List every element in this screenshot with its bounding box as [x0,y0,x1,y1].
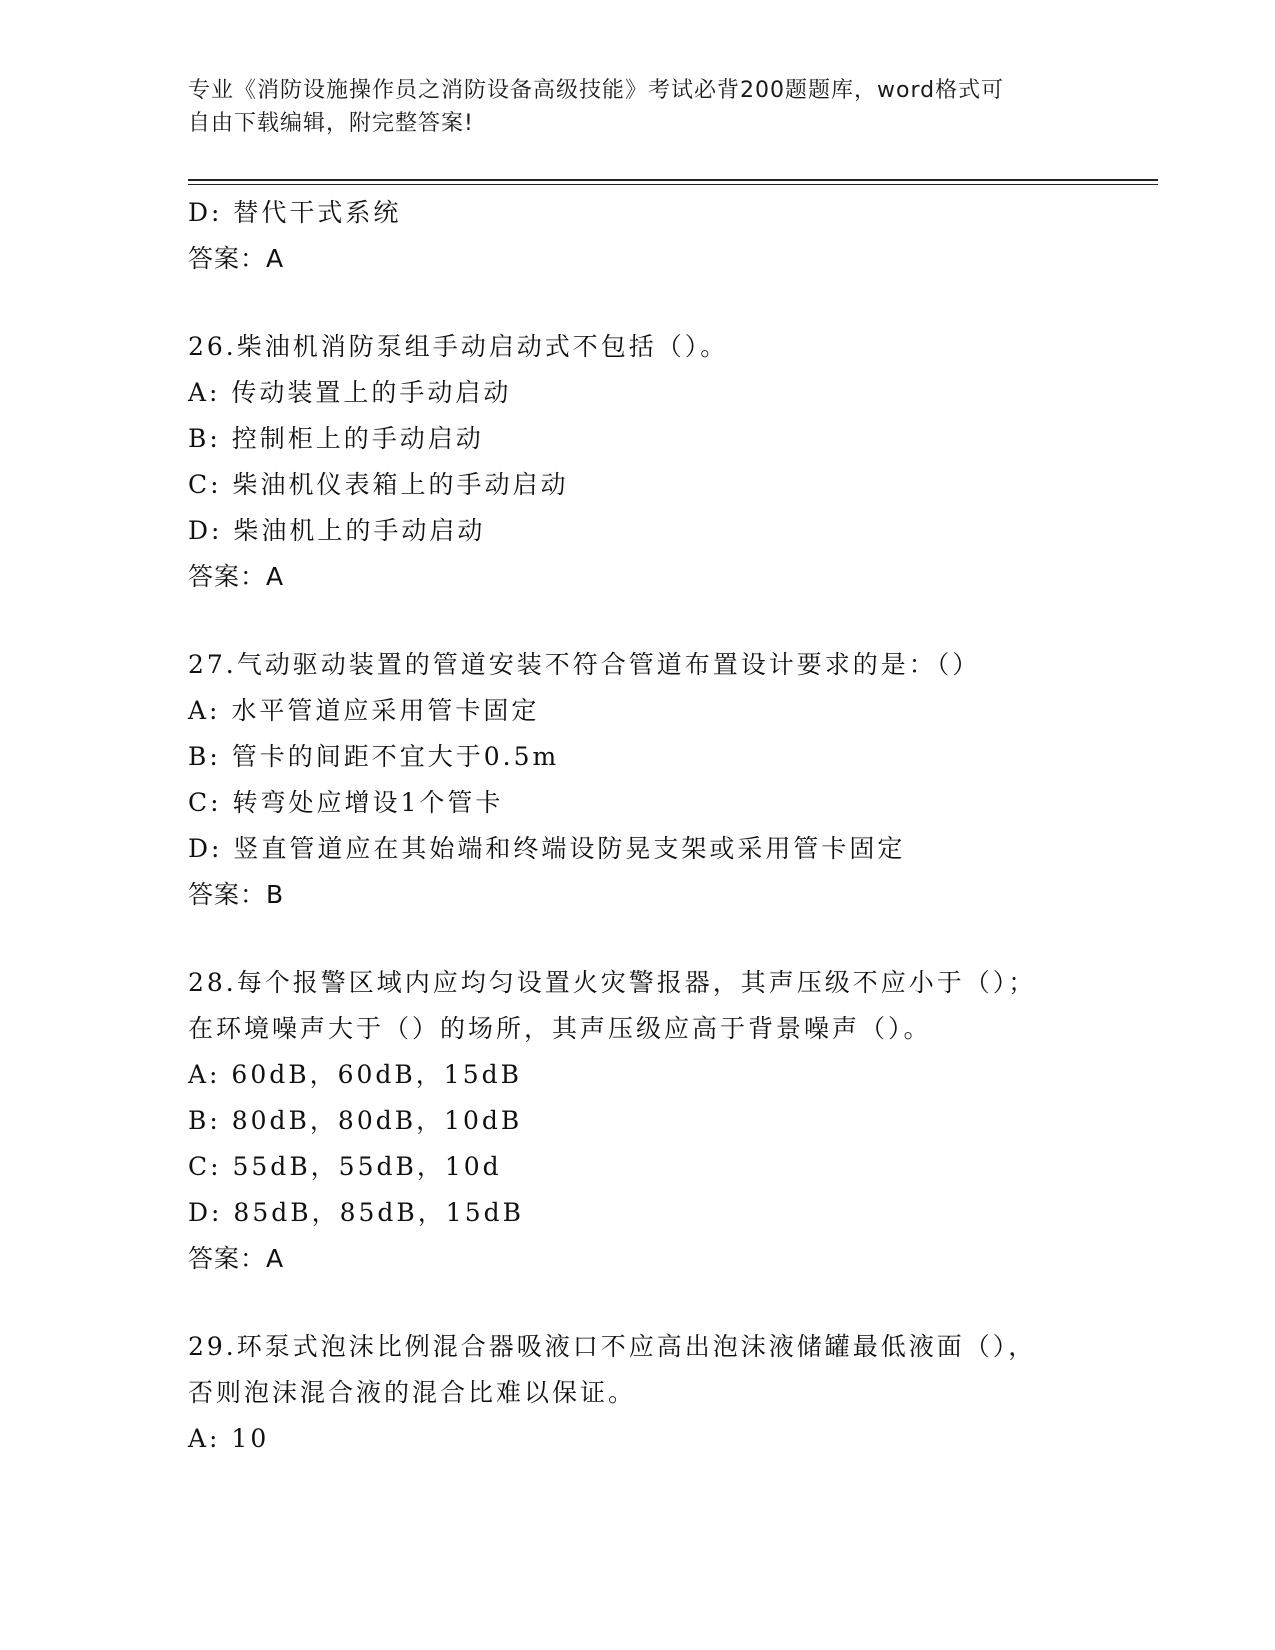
header-line-1: 专业《消防设施操作员之消防设备高级技能》考试必背200题题库，word格式可 [188,78,1005,103]
spacer [188,918,1148,960]
question-content [188,190,1148,1462]
answer: 答案：A [188,1244,285,1273]
question-stem: 27.气动驱动装置的管道安装不符合管道布置设计要求的是：（） [188,650,981,679]
document-header [188,74,1088,140]
question-stem-line-1: 29.环泵式泡沫比例混合器吸液口不应高出泡沫液储罐最低液面（）， [188,1332,1037,1361]
answer: 答案：B [188,880,285,909]
option-d: D: 柴油机上的手动启动 [188,516,486,545]
option-c: C: 柴油机仪表箱上的手动启动 [188,470,569,499]
question-stem-line-2: 在环境噪声大于（）的场所，其声压级应高于背景噪声（）。 [188,1014,932,1043]
option-b: B: 80dB，80dB，10dB [188,1106,523,1135]
question-26 [188,324,1148,600]
option-a: A: 60dB，60dB，15dB [188,1060,522,1089]
option-c: C: 转弯处应增设1个管卡 [188,788,504,817]
option-d: D: 竖直管道应在其始端和终端设防晃支架或采用管卡固定 [188,834,906,863]
prev-answer: 答案：A [188,244,285,273]
option-a: A: 10 [188,1424,270,1453]
option-a: A: 传动装置上的手动启动 [188,378,512,407]
option-a: A: 水平管道应采用管卡固定 [188,696,540,725]
prev-option-d: D: 替代干式系统 [188,198,402,227]
option-b: B: 管卡的间距不宜大于0.5m [188,742,560,771]
spacer [188,282,1148,324]
option-d: D: 85dB，85dB，15dB [188,1198,524,1227]
header-divider-thin [188,184,1158,185]
answer: 答案：A [188,562,285,591]
question-27 [188,642,1148,918]
spacer [188,600,1148,642]
spacer [188,1282,1148,1324]
question-stem-line-1: 28.每个报警区域内应均匀设置火灾警报器，其声压级不应小于（）； [188,968,1037,997]
question-stem-line-2: 否则泡沫混合液的混合比难以保证。 [188,1378,637,1407]
question-stem: 26.柴油机消防泵组手动启动式不包括（）。 [188,332,729,361]
header-divider-thick [188,179,1158,181]
question-29 [188,1324,1148,1462]
question-28 [188,960,1148,1282]
option-b: B: 控制柜上的手动启动 [188,424,484,453]
option-c: C: 55dB，55dB，10d [188,1152,502,1181]
header-line-2: 自由下载编辑，附完整答案! [188,111,474,136]
